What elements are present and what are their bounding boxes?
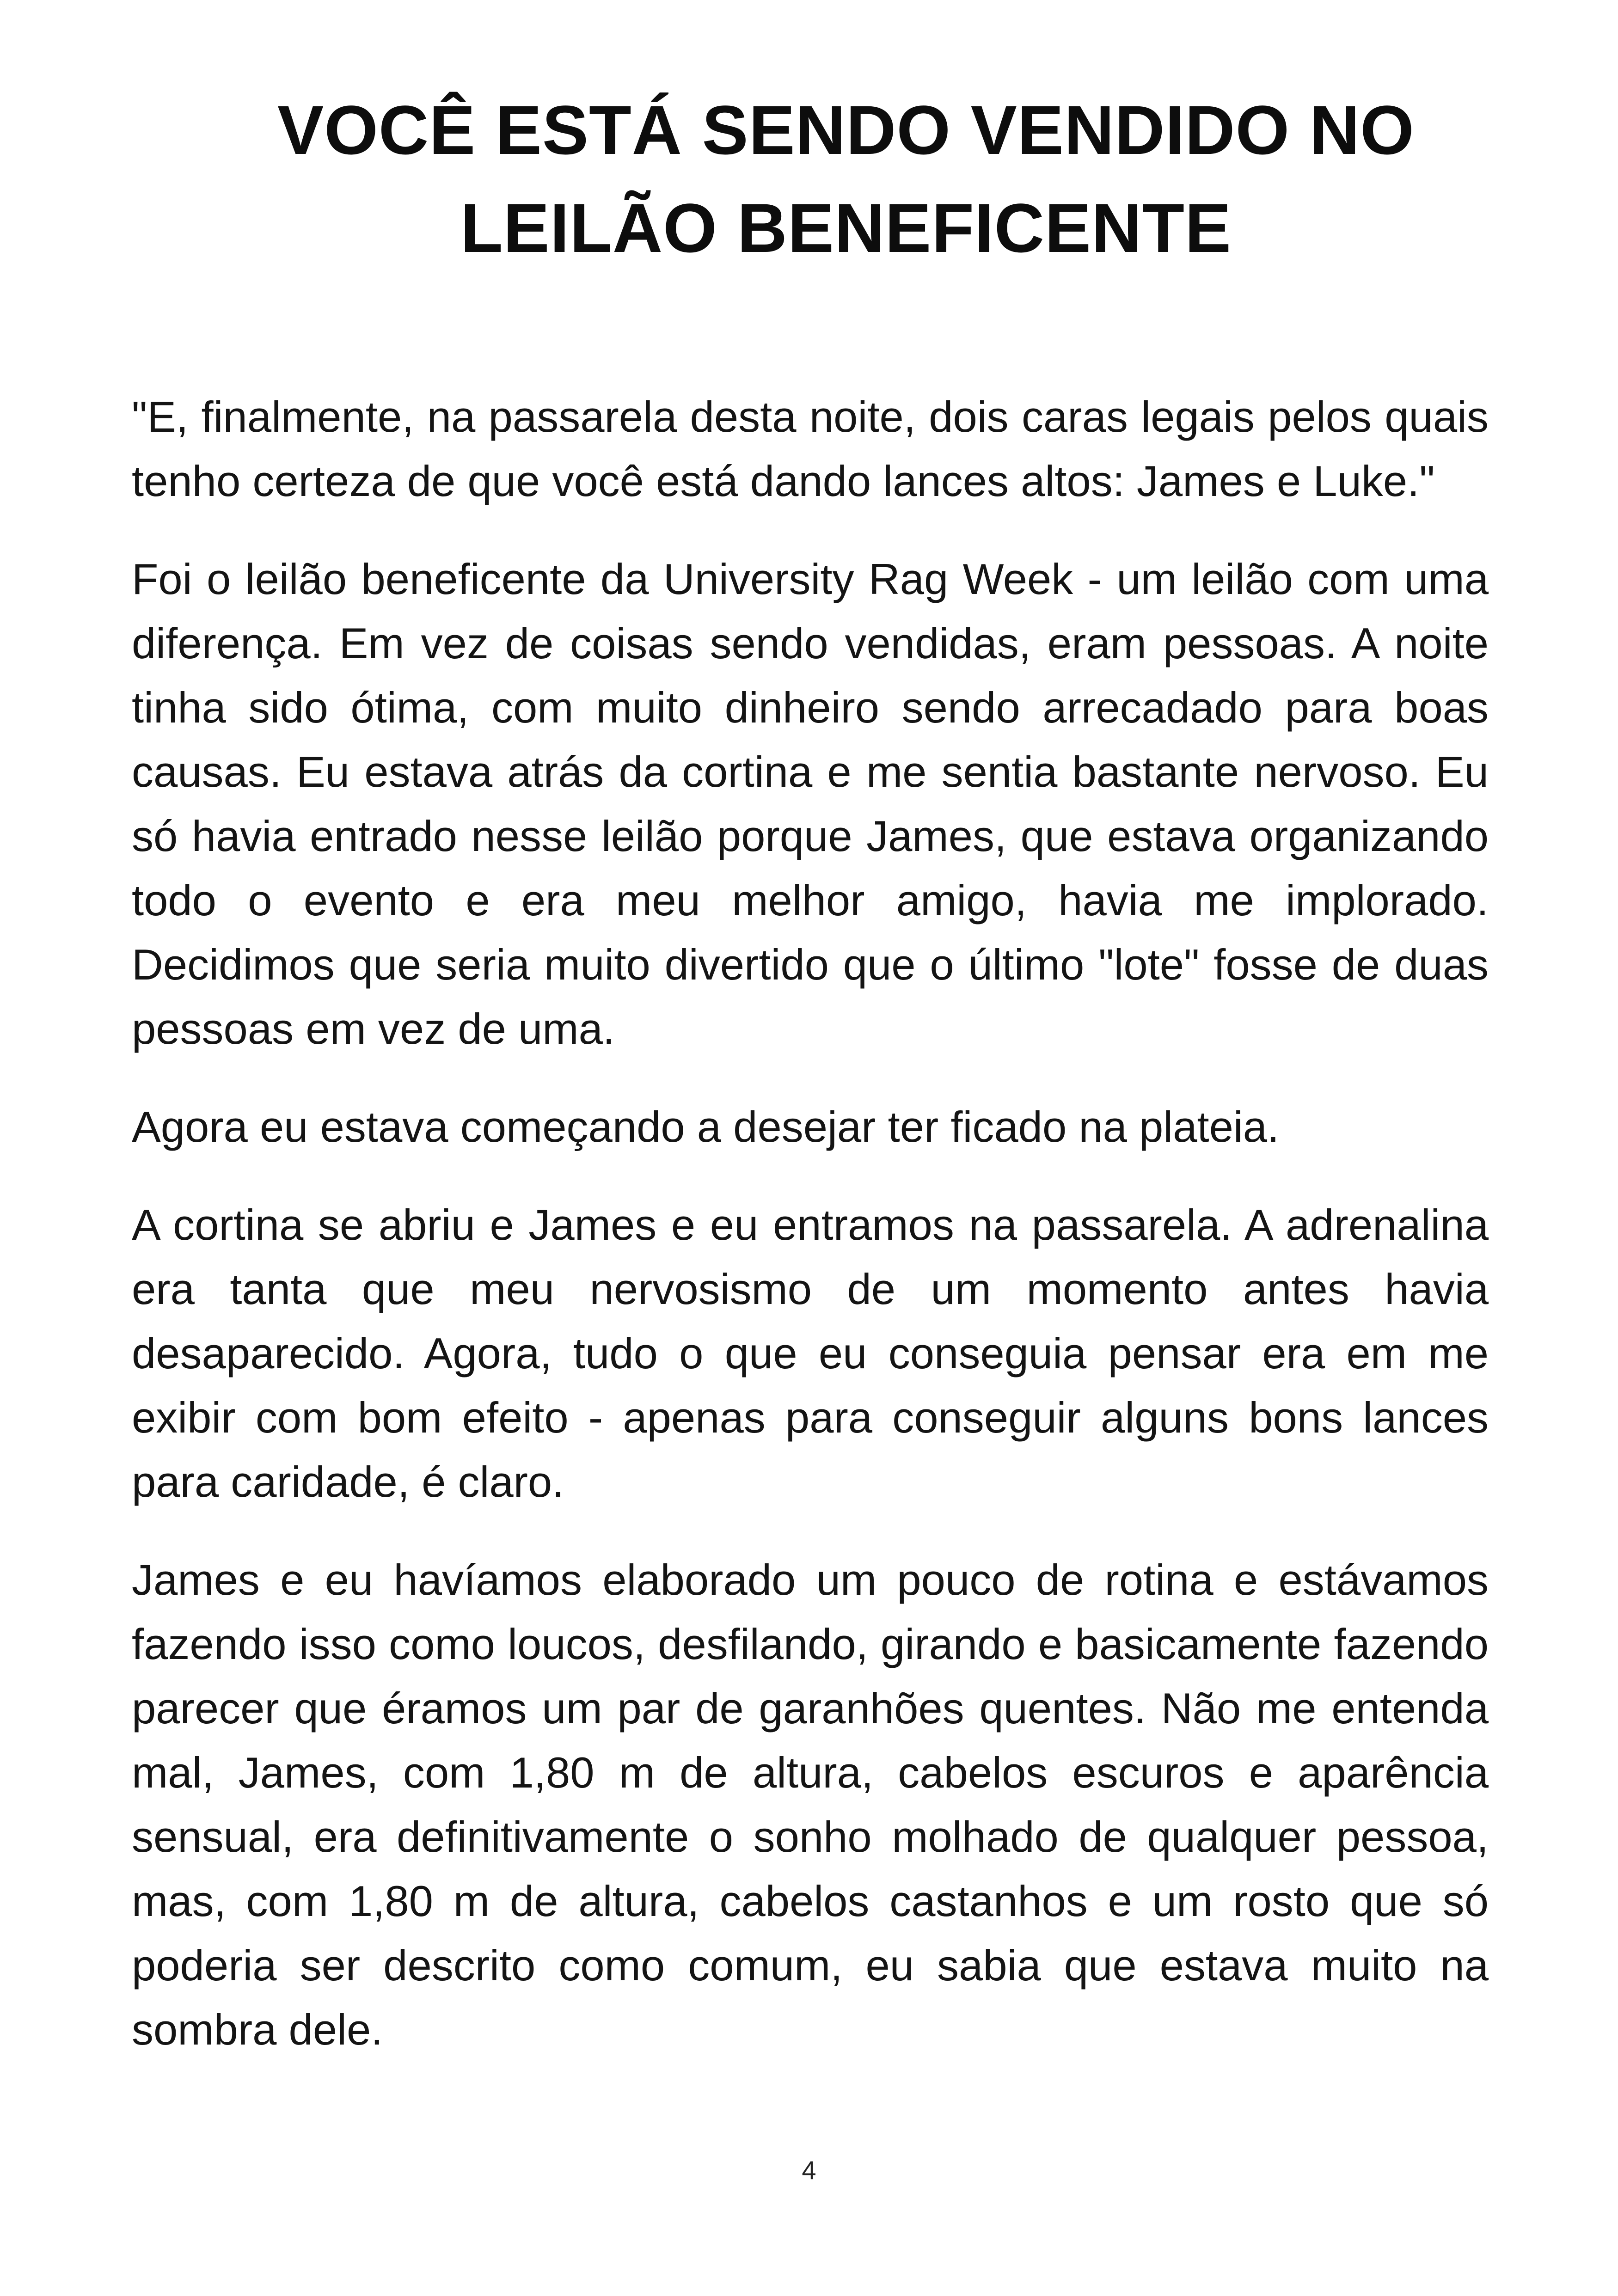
chapter-title-line-2: LEILÃO BENEFICENTE: [460, 189, 1232, 267]
chapter-title-line-1: VOCÊ ESTÁ SENDO VENDIDO NO: [277, 91, 1415, 169]
page-number: 4: [802, 2155, 816, 2185]
paragraph-1: "E, finalmente, na passarela desta noite, dois caras legais pelos quais tenho certeza de que você está dando lances altos: James e Luke.": [132, 392, 1489, 505]
paragraph-3: Agora eu estava começando a desejar ter ficado na plateia.: [132, 1102, 1280, 1151]
chapter-body: [132, 385, 1489, 2095]
paragraph-5: James e eu havíamos elaborado um pouco de rotina e estávamos fazendo isso como loucos, desfilando, girando e basicamente fazendo parecer que éramos um par de garanhões quentes. Não me entenda mal, James, com 1,80 m de altura, cabelos escuros e aparência sensual, era definitivamente o sonho molhado de qualquer pessoa, mas, com 1,80 m de altura, cabelos castanhos e um rosto que só poderia ser descrito como comum, eu sabia que estava muito na sombra dele.: [132, 1555, 1489, 2054]
chapter-title: [217, 81, 1475, 277]
paragraph-2: Foi o leilão beneficente da University Rag Week - um leilão com uma diferença. Em vez de coisas sendo vendidas, eram pessoas. A noite tinha sido ótima, com muito dinheiro sendo arrecadado para boas causas. Eu estava atrás da cortina e me sentia bastante nervoso. Eu só havia entrado nesse leilão porque James, que estava organizando todo o evento e era meu melhor amigo, havia me implorado. Decidimos que seria muito divertido que o último "lote" fosse de duas pessoas em vez de uma.: [132, 555, 1489, 1053]
paragraph-4: A cortina se abriu e James e eu entramos na passarela. A adrenalina era tanta que meu nervosismo de um momento antes havia desaparecido. Agora, tudo o que eu conseguia pensar era em me exibir com bom efeito - apenas para conseguir alguns bons lances para caridade, é claro.: [132, 1200, 1489, 1506]
